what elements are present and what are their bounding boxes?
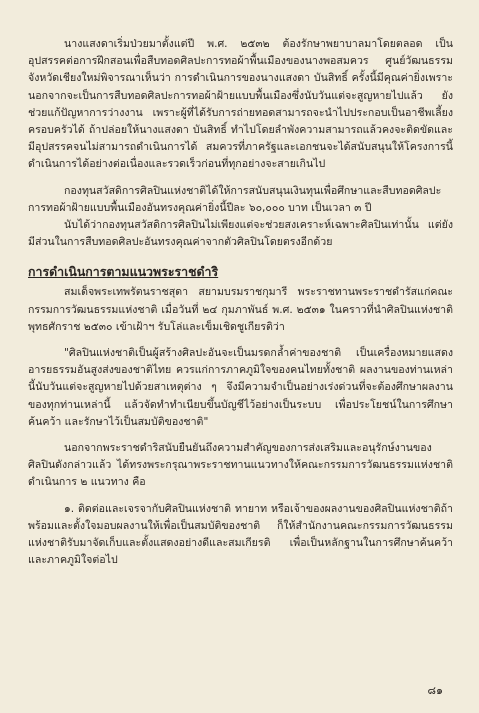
paragraph-guideline-one: ๑. ติดต่อและเจรจากับศิลปินแห่งชาติ ทายาท หรือเจ้าของผลงานของศิลปินแห่งชาติถ้าพร้อมและตั้งใจมอบผลงานให้เพื่อเป็นสมบัติของชาติ ก็ให้สำนักงานคณะกรรมการวัฒนธรรมแห่งชาติรับมาจัดเก็บและตั้งแสดงอย่างดีและสมเกียรติ เพื่อเป็นหลักฐานในการศึกษาค้นคว้าและภาคภูมิใจต่อไป [28,502,453,567]
paragraph-fund-support: กองทุนสวัสดิการศิลปินแห่งชาติได้ให้การสนับสนุนเงินทุนเพื่อศึกษาและสืบทอดศิลปะการทอผ้าฝ้ายแบบพื้นเมืองอันทรงคุณค่ายิ่งนี้ปีละ ๖๐,๐๐๐ บาท เป็นเวลา ๓ ปี [28,184,442,214]
royal-quote: "ศิลปินแห่งชาติเป็นผู้สร้างศิลปะอันจะเป็นมรดกล้ำค่าของชาติ เป็นเครื่องหมายแสดงอารยธรรมอันสูงส่งของชาติไทย ควรแก่การภาคภูมิใจของคนไทยทั้งชาติ ผลงานของท่านเหล่านี้นับวันแต่จะสูญหายไปด้วยสาเหตุต่าง ๆ จึงมีความจำเป็นอย่างเร่งด่วนที่จะต้องศึกษาผลงานของทุกท่านเหล่านี้ แล้วจัดทำทำเนียบขึ้นบัญชีไว้อย่างเป็นระบบ เพื่อประโยชน์ในการศึกษา ค้นคว้า และรักษาไว้เป็นสมบัติของชาติ" [28,347,453,428]
section-heading: การดำเนินการตามแนวพระราชดำริ [28,264,219,280]
page-body [28,36,453,569]
paragraph-illness: นางแสงดาเริ่มป่วยมาตั้งแต่ปี พ.ศ. ๒๕๓๒ ต้องรักษาพยาบาลมาโดยตลอด เป็นอุปสรรคต่อการฝึกสอนเพื่อสืบทอดศิลปะการทอผ้าพื้นเมืองของนางพอสมควร ศูนย์วัฒนธรรมจังหวัดเชียงใหม่พิจารณาเห็นว่า การดำเนินการของนางแสงดา บันสิทธิ์ ครั้งนี้มีคุณค่ายิ่งเพราะนอกจากจะเป็นการสืบทอดศิลปะการทอผ้าฝ้ายแบบพื้นเมืองซึ่งนับวันแต่จะสูญหายไปแล้ว ยังช่วยแก้ปัญหาการว่างงาน เพราะผู้ที่ได้รับการถ่ายทอดสามารถจะนำไปประกอบเป็นอาชีพเลี้ยงครอบครัวได้ ถ้าปล่อยให้นางแสงดา บันสิทธิ์ ทำไปโดยลำพังความสามารถแล้วคงจะติดขัดและมีอุปสรรคจนไม่สามารถดำเนินการได้ สมควรที่ภาครัฐและเอกชนจะได้สนับสนุนให้โครงการนี้ดำเนินการได้อย่างต่อเนื่องและรวดเร็วก่อนที่ทุกอย่างจะสายเกินไป [28,38,453,171]
page-number: ๘๑ [427,684,443,697]
paragraph-fund-role: นับได้ว่ากองทุนสวัสดิการศิลปินไม่เพียงแต่จะช่วยสงเคราะห์เฉพาะศิลปินเท่านั้น แต่ยังมีส่วนในการสืบทอดศิลปะอันทรงคุณค่าจากตัวศิลปินโดยตรงอีกด้วย [28,219,453,249]
paragraph-royal-speech: สมเด็จพระเทพรัตนราชสุดา สยามบรมราชกุมารี พระราชทานพระราชดำรัสแก่คณะกรรมการวัฒนธรรมแห่งชาติ เมื่อวันที่ ๒๔ กุมภาพันธ์ พ.ศ. ๒๕๓๑ ในคราวที่นำศิลปินแห่งชาติพุทธศักราช ๒๕๓๐ เข้าเฝ้าฯ รับโล่และเข็มเชิดชูเกียรติว่า [28,286,453,333]
paragraph-guidelines: นอกจากพระราชดำริสนับยืนยันถึงความสำคัญของการส่งเสริมและอนุรักษ์งานของศิลปินดังกล่าวแล้ว ได้ทรงพระกรุณาพระราชทานแนวทางให้คณะกรรมการวัฒนธรรมแห่งชาติดำเนินการ ๒ แนวทาง คือ [28,442,453,489]
